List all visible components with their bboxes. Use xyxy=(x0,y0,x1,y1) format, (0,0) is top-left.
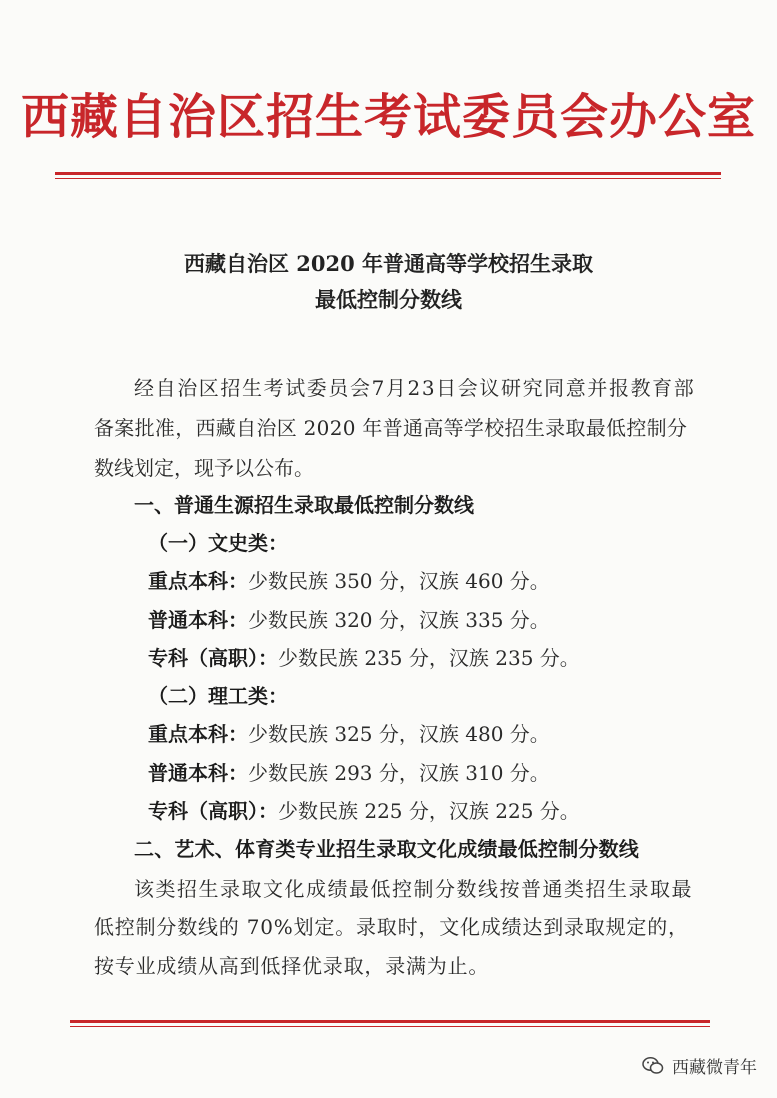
score-row-text: 少数民族 225 分，汉族 225 分。 xyxy=(278,799,580,823)
footer-rule-thin xyxy=(70,1026,710,1027)
score-row-ligong-key xyxy=(148,718,550,747)
score-row-label: 专科（高职）： xyxy=(148,799,278,823)
score-row-text: 少数民族 325 分，汉族 480 分。 xyxy=(248,722,550,746)
intro-paragraph-line: 经自治区招生考试委员会7月23日会议研究同意并报教育部 xyxy=(134,376,696,400)
score-row-label: 重点本科： xyxy=(148,722,248,746)
score-row-wenshi-key xyxy=(148,565,550,594)
watermark-account-name: 西藏微青年 xyxy=(672,1058,757,1078)
section-2-heading: 二、艺术、体育类专业招生录取文化成绩最低控制分数线 xyxy=(134,837,639,861)
score-row-text: 少数民族 235 分，汉族 235 分。 xyxy=(278,646,580,670)
letterhead-rule-thick xyxy=(55,172,721,175)
section-1-heading: 一、普通生源招生录取最低控制分数线 xyxy=(134,493,474,517)
score-row-ligong-regular xyxy=(148,757,550,786)
score-row-wenshi-vocational xyxy=(148,642,580,671)
letterhead-rule-thin xyxy=(55,178,721,179)
wechat-watermark xyxy=(642,1053,757,1078)
footer-rule-thick xyxy=(70,1020,710,1023)
intro-paragraph-line: 备案批准，西藏自治区 2020 年普通高等学校招生录取最低控制分 xyxy=(94,416,688,440)
score-row-text: 少数民族 293 分，汉族 310 分。 xyxy=(248,761,550,785)
score-row-label: 普通本科： xyxy=(148,608,248,632)
intro-paragraph-line: 数线划定，现予以公布。 xyxy=(94,456,314,480)
score-row-label: 专科（高职）： xyxy=(148,646,278,670)
score-row-label: 普通本科： xyxy=(148,761,248,785)
score-row-text: 少数民族 350 分，汉族 460 分。 xyxy=(248,569,550,593)
score-row-wenshi-regular xyxy=(148,604,550,633)
ligong-heading: （二）理工类： xyxy=(148,684,288,708)
section-2-paragraph-line: 该类招生录取文化成绩最低控制分数线按普通类招生录取最 xyxy=(134,877,693,901)
section-2-paragraph-line: 按专业成绩从高到低择优录取，录满为止。 xyxy=(94,954,490,978)
section-2-paragraph-line: 低控制分数线的 70%划定。录取时，文化成绩达到录取规定的， xyxy=(94,915,689,939)
score-row-label: 重点本科： xyxy=(148,569,248,593)
score-row-ligong-vocational xyxy=(148,795,580,824)
document-title-line-2: 最低控制分数线 xyxy=(315,287,462,312)
letterhead-title: 西藏自治区招生考试委员会办公室 xyxy=(20,89,756,145)
wechat-icon xyxy=(642,1056,664,1076)
score-row-text: 少数民族 320 分，汉族 335 分。 xyxy=(248,608,550,632)
wenshi-heading: （一）文史类： xyxy=(148,531,288,555)
document-title-line-1: 西藏自治区 2020 年普通高等学校招生录取 xyxy=(183,251,594,276)
